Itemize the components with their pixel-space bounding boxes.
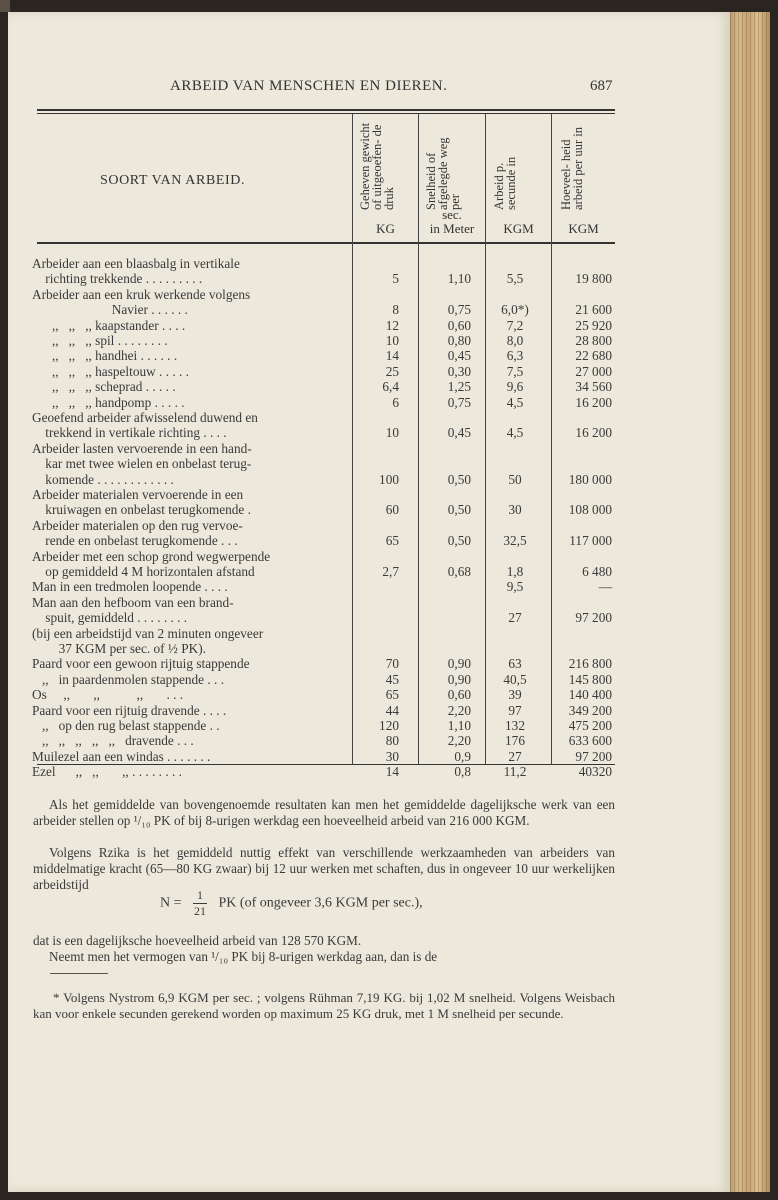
cell-meter: 0,9 [454,748,471,764]
cell-kgm: 176 [505,733,525,749]
formula-denominator: 21 [194,904,207,918]
unit-sec: sec. [442,207,462,222]
row-description: Paard voor een gewoon rijtuig stappende [32,656,250,672]
cell-kgm: 4,5 [506,394,524,410]
cell-kg: 80 [385,733,399,749]
paragraph-3: dat is een dagelijksche hoeveelheid arbeid van 128 570 KGM. [33,933,362,948]
cell-kg: 10 [385,425,399,441]
row-description: trekkend in vertikale richting . . . . [32,425,227,441]
cell-kg: 14 [385,348,399,364]
formula-lhs: N = [160,895,182,911]
cell-meter: 0,90 [447,671,471,687]
row-description: kar met twee wielen en onbelast terug- [32,456,252,472]
row-description: Paard voor een rijtuig dravende . . . . [32,702,227,718]
col-header-snelheid: Snelheid of afgelegde weg per [424,137,462,210]
header-rule [37,109,615,111]
cell-meter: 0,8 [454,764,471,780]
cell-kgm: 97 [508,702,522,718]
cell-meter: 0,90 [447,656,471,672]
cell-kgm-uur: 25 920 [575,317,612,333]
cell-meter: 0,68 [447,564,471,579]
cell-kgm-uur: 21 600 [575,302,612,318]
cell-kg: 6 [392,394,399,410]
row-description: Arbeider met een schop grond wegwerpende [32,548,271,564]
cell-meter: 0,60 [447,317,471,333]
cell-kg: 30 [385,748,399,764]
cell-kg: 12 [385,317,399,333]
cell-meter: 0,50 [447,533,471,549]
cell-kgm-uur: 40320 [578,764,612,780]
cell-kgm: 7,2 [506,317,524,333]
cell-kg: 10 [385,333,399,348]
cell-kg: 60 [385,502,399,518]
formula-rhs: PK (of ongeveer 3,6 KGM per sec.), [218,895,423,911]
row-description: ,, ,, ,, haspeltouw . . . . . [32,363,189,379]
cell-kgm-uur: 22 680 [575,348,612,364]
cell-kgm: 1,8 [506,564,524,579]
corner-mark [0,0,10,12]
cell-kgm: 7,5 [506,363,524,379]
cell-kgm-uur: 216 800 [568,656,612,672]
cell-kgm: 4,5 [506,425,524,441]
paragraph-2: Volgens Rzika is het gemiddeld nuttig effekt van verschillende werkzaamheden van arbeiders van middelmatige kracht (65—80 KG zwaar) bij 12 uur werken met schaften, dus in ongeveer 10 uur werkelijken arbeidstijd [33,845,615,892]
cell-kgm-uur: 475 200 [568,718,612,733]
cell-meter: 0,30 [447,363,471,379]
row-description: Muilezel aan een windas . . . . . . . [32,748,211,764]
row-description: ,, ,, ,, spil . . . . . . . . [32,333,168,348]
cell-meter: 0,75 [447,394,471,410]
cell-kgm: 11,2 [503,764,527,780]
cell-kg: 5 [392,271,399,287]
row-description: komende . . . . . . . . . . . . [32,471,174,487]
cell-kgm-uur: 140 400 [568,687,612,703]
unit-kg: KG [376,221,395,236]
cell-kg: 25 [385,363,399,379]
row-description: ,, in paardenmolen stappende . . . [32,671,225,687]
cell-meter: 1,10 [447,271,471,287]
cell-kgm-uur: 16 200 [575,394,612,410]
cell-kg: 44 [385,702,399,718]
cell-kgm-uur: 6 480 [582,564,612,579]
cell-meter: 0,75 [447,302,471,318]
running-head: ARBEID VAN MENSCHEN EN DIEREN. [170,78,448,94]
row-description: 37 KGM per sec. of ½ PK). [32,641,206,656]
cell-kg: 65 [385,533,399,549]
cell-kgm-uur: — [598,579,612,595]
col-header-arbeid: Arbeid p. secunde in [492,156,518,210]
row-description: richting trekkende . . . . . . . . . [32,271,203,287]
paragraph-1: Als het gemiddelde van bovengenoemde resultaten kan men het gemiddelde dagelijksche werk van een arbeider stellen op ¹/₁₀ PK of bij 8-urigen werkdag een hoeveelheid arbeid van 216 000 KGM. [33,797,615,828]
row-description: op gemiddeld 4 M horizontalen afstand [32,564,255,579]
row-description: ,, ,, ,, handhei . . . . . . [32,348,178,364]
row-description: Arbeider lasten vervoerende in een hand- [32,440,252,456]
formula-fraction [193,888,207,919]
cell-kgm: 8,0 [506,333,524,348]
soort-header: SOORT VAN ARBEID. [100,173,246,188]
header-rule-thin [37,113,615,114]
cell-meter: 0,45 [447,348,471,364]
row-description: spuit, gemiddeld . . . . . . . . [32,610,188,626]
cell-kgm: 32,5 [503,533,527,549]
row-description: kruiwagen en onbelast terugkomende . [32,502,251,518]
unit-meter: in Meter [429,221,475,236]
cell-kg: 70 [385,656,399,672]
cell-meter: 1,10 [447,718,471,733]
cell-kg: 6,4 [382,379,399,395]
row-description: Man in een tredmolen loopende . . . . [32,579,228,595]
cell-kgm-uur: 19 800 [575,271,612,287]
formula-numerator: 1 [193,888,207,904]
cell-kg: 45 [385,671,399,687]
cell-kgm: 39 [508,687,522,703]
cell-kgm: 6,3 [506,348,524,364]
cell-meter: 2,20 [447,733,471,749]
page-edge [730,12,770,1192]
cell-kgm: 30 [508,502,522,518]
cell-kg: 100 [379,471,399,487]
cell-kgm-uur: 27 000 [575,363,612,379]
cell-kgm-uur: 97 200 [575,610,612,626]
cell-kg: 2,7 [382,564,399,579]
row-description: Man aan den hefboom van een brand- [32,594,234,610]
row-description: ,, ,, ,, handpomp . . . . . [32,394,185,410]
unit-kgm: KGM [503,221,534,236]
cell-kgm-uur: 349 200 [568,702,612,718]
row-description: rende en onbelast terugkomende . . . [32,533,238,549]
page-number: 687 [590,78,613,94]
cell-meter: 1,25 [447,379,471,395]
formula [160,888,423,919]
row-description: Navier . . . . . . [32,302,188,318]
cell-kgm: 40,5 [503,671,527,687]
cell-kgm-uur: 34 560 [575,379,612,395]
cell-meter: 0,60 [447,687,471,703]
cell-kgm: 9,5 [506,579,524,595]
table-head-rule [37,242,615,244]
row-description: Geoefend arbeider afwisselend duwend en [32,410,258,425]
cell-kgm: 6,0*) [501,302,529,318]
unit-kgm-uur: KGM [568,221,599,236]
col-header-gewicht: Geheven gewicht of uitgeoefen- de druk [358,122,396,210]
cell-kgm: 50 [508,471,522,487]
footnote: * Volgens Nystrom 6,9 KGM per sec. ; volgens Rühman 7,19 KG. bij 1,02 M snelheid. Volgens Weisbach kan voor enkele secunden gerekend worden op maximum 25 KG druk, met 1 M snelheid per secunde. [33,990,615,1021]
row-description: ,, ,, ,, scheprad . . . . . [32,379,176,395]
cell-meter: 0,80 [447,333,471,348]
paragraph-4: Neemt men het vermogen van ¹/₁₀ PK bij 8-urigen werkdag aan, dan is de [49,949,438,964]
cell-kgm-uur: 117 000 [569,533,612,549]
cell-kg: 8 [392,302,399,318]
col-header-hoeveelheid: Hoeveel- heid arbeid per uur in [559,127,585,210]
row-description: Arbeider materialen vervoerende in een [32,487,244,502]
row-description: (bij een arbeidstijd van 2 minuten ongeveer [32,625,264,641]
cell-kgm: 63 [508,656,522,672]
cell-kgm-uur: 633 600 [568,733,612,749]
row-description: Ezel ,, ,, ,, . . . . . . . . [32,764,182,780]
cell-kgm: 5,5 [506,271,524,287]
row-description: ,, ,, ,, kaapstander . . . . [32,317,186,333]
row-description: Arbeider materialen op den rug vervoe- [32,517,243,533]
cell-kgm: 132 [505,718,525,733]
row-description: Arbeider aan een kruk werkende volgens [32,286,251,302]
cell-kg: 14 [385,764,399,780]
cell-kg: 65 [385,687,399,703]
cell-kgm-uur: 16 200 [575,425,612,441]
cell-kgm: 27 [508,610,522,626]
cell-meter: 2,20 [447,702,471,718]
row-description: ,, ,, ,, ,, ,, dravende . . . [32,733,194,749]
cell-kg: 120 [379,718,399,733]
cell-meter: 0,50 [447,471,471,487]
cell-kgm-uur: 180 000 [568,471,612,487]
cell-kgm-uur: 28 800 [575,333,612,348]
footnote-rule [50,973,108,974]
cell-meter: 0,45 [447,425,471,441]
cell-kgm-uur: 97 200 [575,748,612,764]
row-description: Os ,, ,, ,, . . . [32,687,184,703]
cell-kgm-uur: 145 800 [568,671,612,687]
cell-kgm: 9,6 [506,379,524,395]
cell-kgm: 27 [508,748,522,764]
cell-kgm-uur: 108 000 [568,502,612,518]
cell-meter: 0,50 [447,502,471,518]
row-description: ,, op den rug belast stappende . . [32,718,220,733]
row-description: Arbeider aan een blaasbalg in vertikale [32,256,240,271]
